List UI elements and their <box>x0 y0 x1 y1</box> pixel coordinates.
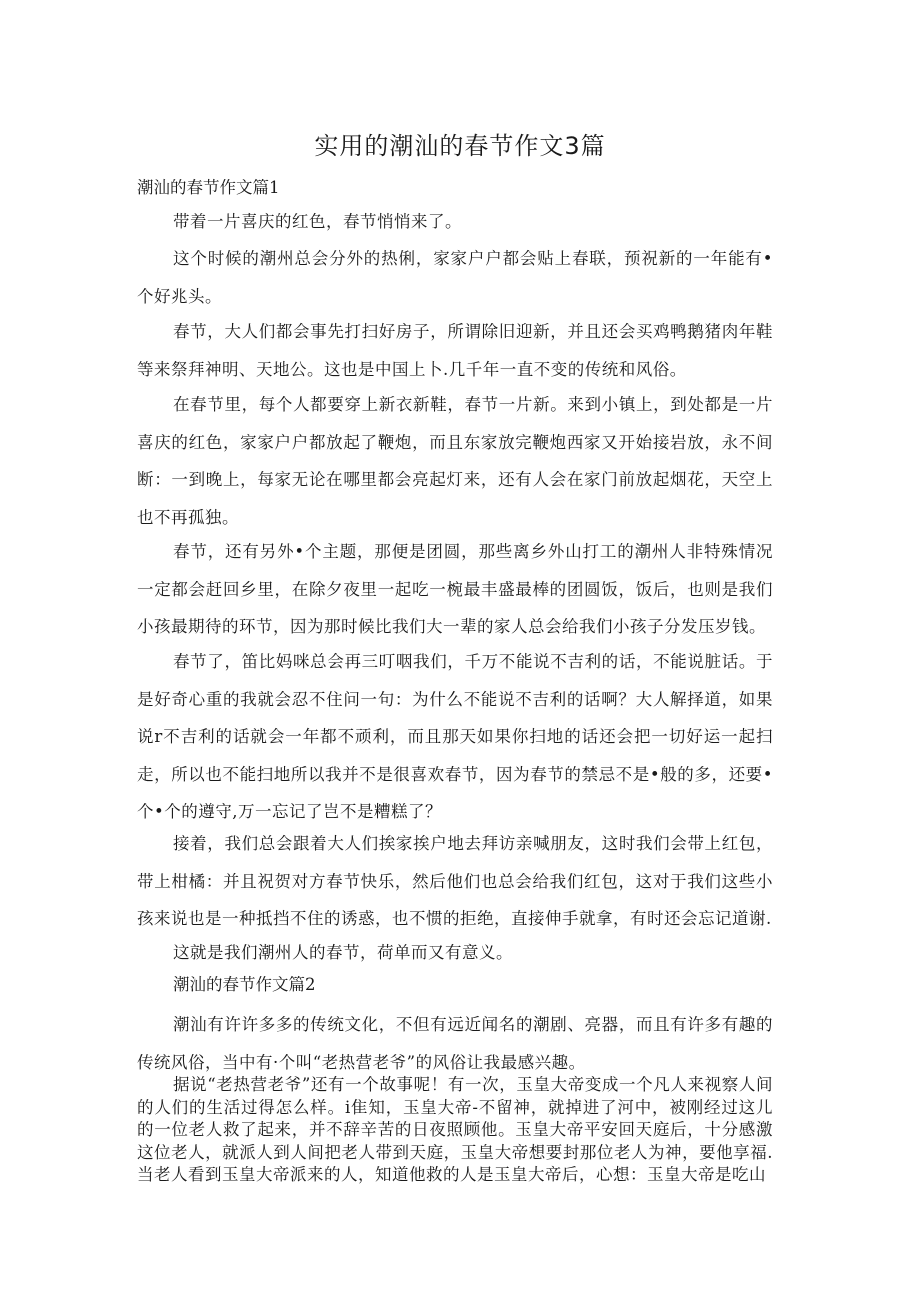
paragraph: 潮汕有许许多多的传统文化，不但有远近闻名的潮剧、亮器，而且有许多有趣的传统风俗，当中有·个叫“老热营老爷”的风俗让我最感兴趣。 <box>137 1015 773 1072</box>
paragraph: 这个时候的潮州总会分外的热俐，家家户户都会贴上春联，预祝新的一年能有•个好兆头。 <box>137 249 773 306</box>
paragraph: 春节，还有另外•个主题，那便是团圆，那些离乡外山打工的潮州人非特殊情况一定都会赶回乡里，在除夕夜里一起吃一椀最丰盛最棒的团圆饭，饭后，也则是我们小孩最期待的环节，因为那时候比我们大一辈的家人总会给我们小孩子分发压岁钱。 <box>137 542 773 636</box>
paragraph: 这就是我们潮州人的春节，荷单而又有意义。 <box>173 943 513 962</box>
paragraph: 春节，大人们都会事先打扫好房子，所谓除旧迎新，并且还会买鸡鸭鹅猪肉年鞋等来祭拜神明、天地公。这也是中国上卜.几千年一直不变的传统和风俗。 <box>137 322 773 379</box>
paragraph: 据说“老热营老爷”还有一个故事呢！有一次，玉皇大帝变成一个凡人来视察人间的人们的生活过得怎么样。i隹知，玉皇大帝-不留神，就掉进了河中，被刚经过这儿的一位老人救了起来，并不辞辛苦的日夜照顾他。玉皇大帝平安回天庭后，十分感激这位老人，就派人到人间把老人带到天庭，玉皇大帝想要封那位老人为神，要他享福.当老人看到玉皇大帝派来的人，知道他救的人是玉皇大帝后，心想：玉皇大帝是吃山 <box>137 1075 773 1184</box>
paragraph: 春节了，笛比妈咪总会再三叮咽我们，千万不能说不吉利的话，不能说脏话。于是好奇心重的我就会忍不住问一句：为什么不能说不吉利的话啊？大人解择道，如果说r不吉利的话就会一年都不顽利，而且那天如果你扫地的话还会把一切好运一起扫走，所以也不能扫地所以我并不是很喜欢春节，因为春节的禁忌不是•般的多，还要•个•个的遵守,万一忘记了岂不是糟糕了？ <box>137 652 773 821</box>
paragraph: 接着，我们总会跟着大人们挨家挨户地去拜访亲喊朋友，这时我们会带上红包，带上柑橘：并且祝贺对方春节快乐，然后他们也总会给我们红包，这对于我们这些小孩来说也是一种抵挡不住的诱惑，也不惯的拒绝，直接伸手就拿，有时还会忘记道谢. <box>137 834 773 928</box>
section1-heading: 潮汕的春节作文篇1 <box>137 178 280 197</box>
paragraph: 在春节里，每个人都要穿上新衣新鞋，春节一片新。来到小镇上，到处都是一片喜庆的红色，家家户户都放起了鞭炮，而且东家放完鞭炮西家又开始接岩放，永不间断：一到晚上，每家无论在哪里都会亮起灯来，还有人会在家门前放起烟花，天空上也不再孤独。 <box>137 395 773 527</box>
paragraph: 带着一片喜庆的红色，春节悄悄来了。 <box>173 212 462 231</box>
section2-heading: 潮汕的春节作文篇2 <box>173 975 316 994</box>
document-title: 实用的潮汕的春节作文3篇 <box>314 132 606 160</box>
